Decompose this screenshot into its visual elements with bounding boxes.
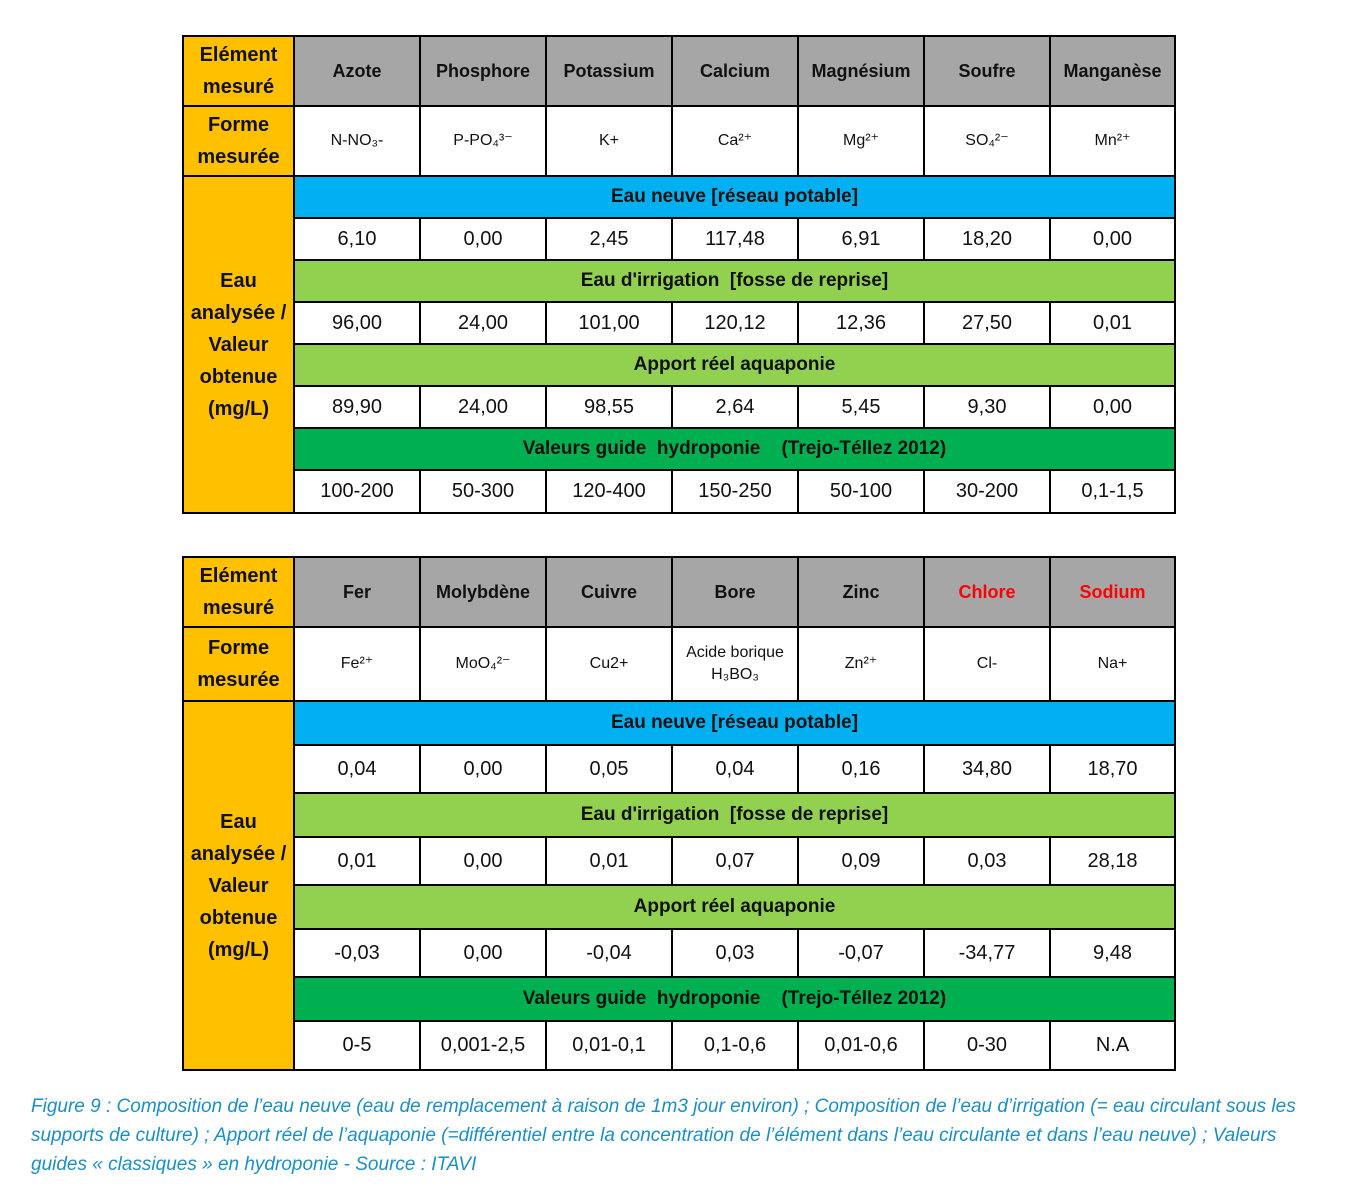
label-line: obtenue (199, 906, 278, 929)
value-row (183, 470, 1175, 513)
value-cell: 0,00 (420, 837, 546, 885)
value-cell: 50-100 (798, 470, 924, 513)
value-cell: 0,04 (672, 745, 798, 793)
measured-form-text: Na+ (1097, 655, 1128, 672)
measured-form-cell (798, 627, 924, 701)
value-cell: 150-250 (672, 470, 798, 513)
element-header: Manganèse (1050, 36, 1175, 106)
element-header: Magnésium (798, 36, 924, 106)
value-row (183, 837, 1175, 885)
section-title: Eau d'irrigation [fosse de reprise] (294, 793, 1175, 837)
measured-form-text: Fe²⁺ (340, 655, 374, 672)
element-header: Chlore (924, 557, 1050, 627)
measured-form-cell (1050, 627, 1175, 701)
label-line: obtenue (199, 365, 278, 388)
value-cell: 0,01 (546, 837, 672, 885)
measured-form-text: SO₄²⁻ (965, 132, 1009, 149)
value-row (183, 302, 1175, 344)
element-header: Fer (294, 557, 420, 627)
value-cell: -0,04 (546, 929, 672, 977)
value-row (183, 745, 1175, 793)
section-title-row (183, 344, 1175, 386)
element-header: Bore (672, 557, 798, 627)
value-row (183, 1021, 1175, 1070)
value-cell: 28,18 (1050, 837, 1175, 885)
measured-form-cell (1050, 106, 1175, 176)
measured-form-cell (294, 106, 420, 176)
value-cell: 9,30 (924, 386, 1050, 428)
measured-form-text: Cu2+ (589, 655, 629, 672)
label-water-analysed (183, 176, 294, 513)
label-line: Valeur (208, 333, 269, 356)
value-cell: 0,01 (1050, 302, 1175, 344)
section-title: Valeurs guide hydroponie (Trejo-Téllez 2012) (294, 428, 1175, 470)
value-cell: 120-400 (546, 470, 672, 513)
value-cell: 0,04 (294, 745, 420, 793)
value-cell: 12,36 (798, 302, 924, 344)
value-cell: 0,05 (546, 745, 672, 793)
section-title-row (183, 701, 1175, 745)
value-cell: 0-30 (924, 1021, 1050, 1070)
measured-form-cell (546, 627, 672, 701)
measured-form-text: Cl- (976, 655, 998, 672)
value-cell: 9,48 (1050, 929, 1175, 977)
section-title: Valeurs guide hydroponie (Trejo-Téllez 2012) (294, 977, 1175, 1021)
element-header: Soufre (924, 36, 1050, 106)
value-cell: 0,07 (672, 837, 798, 885)
element-header: Calcium (672, 36, 798, 106)
label-line: mesuré (202, 597, 275, 619)
label-line: analysée / (190, 842, 287, 865)
label-line: Eau (220, 269, 257, 292)
measured-form-text: Mg²⁺ (843, 132, 879, 149)
measured-form-text: Mn²⁺ (1094, 132, 1131, 149)
label-line: Forme (207, 114, 270, 136)
label-line: Elément (199, 565, 278, 587)
value-cell: 0,01-0,1 (546, 1021, 672, 1070)
section-title: Eau neuve [réseau potable] (294, 176, 1175, 218)
value-row (183, 386, 1175, 428)
value-cell: 120,12 (672, 302, 798, 344)
measured-form-text: Zn²⁺ (844, 655, 878, 672)
value-cell: 30-200 (924, 470, 1050, 513)
label-line: mesuré (202, 76, 275, 98)
value-cell: 0,1-0,6 (672, 1021, 798, 1070)
value-cell: 89,90 (294, 386, 420, 428)
label-line: (mg/L) (207, 397, 270, 420)
value-cell: 6,91 (798, 218, 924, 260)
value-cell: 0,03 (924, 837, 1050, 885)
element-header: Cuivre (546, 557, 672, 627)
measured-form-text: P-PO₄³⁻ (453, 132, 513, 149)
value-cell: 50-300 (420, 470, 546, 513)
value-cell: 0-5 (294, 1021, 420, 1070)
value-cell: 27,50 (924, 302, 1050, 344)
section-title: Apport réel aquaponie (294, 885, 1175, 929)
nutrient-table-2 (182, 556, 1176, 1071)
value-cell: 2,45 (546, 218, 672, 260)
label-element-measured (183, 36, 294, 106)
measured-form-text: MoO₄²⁻ (455, 655, 511, 672)
measured-form-cell (294, 627, 420, 701)
value-cell: 0,1-1,5 (1050, 470, 1175, 513)
value-cell: 0,00 (420, 218, 546, 260)
header-row (183, 36, 1175, 106)
value-cell: 6,10 (294, 218, 420, 260)
label-line: Elément (199, 44, 278, 66)
element-header: Potassium (546, 36, 672, 106)
nutrient-table-1 (182, 35, 1176, 514)
value-cell: -34,77 (924, 929, 1050, 977)
figure-caption: Figure 9 : Composition de l’eau neuve (eau de remplacement à raison de 1m3 jour environ) ; Composition de l’eau d’irrigation (= eau circulant sous les supports de culture) ; Apport réel de l’aquaponie (=différentiel entre la concentration de l’élément dans l’eau circulante et dans l’eau neuve) ; Valeurs guides « classiques » en hydroponie - Source : ITAVI (31, 1096, 1296, 1175)
value-cell: 117,48 (672, 218, 798, 260)
section-title-row (183, 176, 1175, 218)
value-cell: N.A (1050, 1021, 1175, 1070)
value-cell: 0,00 (420, 745, 546, 793)
value-cell: 2,64 (672, 386, 798, 428)
section-title-row (183, 428, 1175, 470)
value-cell: 101,00 (546, 302, 672, 344)
measured-form-cell (924, 627, 1050, 701)
measured-form-cell (420, 627, 546, 701)
form-row (183, 627, 1175, 701)
value-cell: 18,20 (924, 218, 1050, 260)
value-cell: -0,03 (294, 929, 420, 977)
label-line: mesurée (197, 669, 280, 691)
section-title: Eau neuve [réseau potable] (294, 701, 1175, 745)
value-cell: 34,80 (924, 745, 1050, 793)
value-cell: 100-200 (294, 470, 420, 513)
value-row (183, 218, 1175, 260)
value-cell: 0,09 (798, 837, 924, 885)
measured-form-cell (420, 106, 546, 176)
element-header: Zinc (798, 557, 924, 627)
measured-form-text: K+ (598, 132, 619, 149)
measured-form-cell (672, 627, 798, 701)
value-cell: 0,01-0,6 (798, 1021, 924, 1070)
value-cell: 0,00 (420, 929, 546, 977)
measured-form-text: N-NO₃- (330, 132, 384, 149)
value-cell: 0,03 (672, 929, 798, 977)
section-title-row (183, 793, 1175, 837)
section-title-row (183, 977, 1175, 1021)
section-title: Eau d'irrigation [fosse de reprise] (294, 260, 1175, 302)
label-form-measured (183, 627, 294, 701)
label-line: analysée / (190, 301, 287, 324)
section-title-row (183, 885, 1175, 929)
value-cell: 0,00 (1050, 218, 1175, 260)
label-form-measured (183, 106, 294, 176)
element-header: Phosphore (420, 36, 546, 106)
value-cell: 24,00 (420, 386, 546, 428)
value-cell: -0,07 (798, 929, 924, 977)
header-row (183, 557, 1175, 627)
label-line: Forme (207, 637, 270, 659)
label-line: (mg/L) (207, 938, 270, 961)
label-line: Eau (220, 810, 257, 833)
value-cell: 96,00 (294, 302, 420, 344)
measured-form-text: Ca²⁺ (717, 132, 753, 149)
value-cell: 0,00 (1050, 386, 1175, 428)
element-header: Azote (294, 36, 420, 106)
measured-form-cell (546, 106, 672, 176)
value-cell: 5,45 (798, 386, 924, 428)
element-header: Sodium (1050, 557, 1175, 627)
measured-form-cell (924, 106, 1050, 176)
label-water-analysed (183, 701, 294, 1070)
value-cell: 0,01 (294, 837, 420, 885)
value-row (183, 929, 1175, 977)
measured-form-cell (672, 106, 798, 176)
value-cell: 98,55 (546, 386, 672, 428)
measured-form-cell (798, 106, 924, 176)
value-cell: 24,00 (420, 302, 546, 344)
section-title: Apport réel aquaponie (294, 344, 1175, 386)
value-cell: 18,70 (1050, 745, 1175, 793)
value-cell: 0,001-2,5 (420, 1021, 546, 1070)
element-header: Molybdène (420, 557, 546, 627)
form-row (183, 106, 1175, 176)
section-title-row (183, 260, 1175, 302)
value-cell: 0,16 (798, 745, 924, 793)
label-line: Valeur (208, 874, 269, 897)
label-line: mesurée (197, 146, 280, 168)
label-element-measured (183, 557, 294, 627)
measured-form-text: Acide borique H₃BO₃ (686, 644, 784, 683)
